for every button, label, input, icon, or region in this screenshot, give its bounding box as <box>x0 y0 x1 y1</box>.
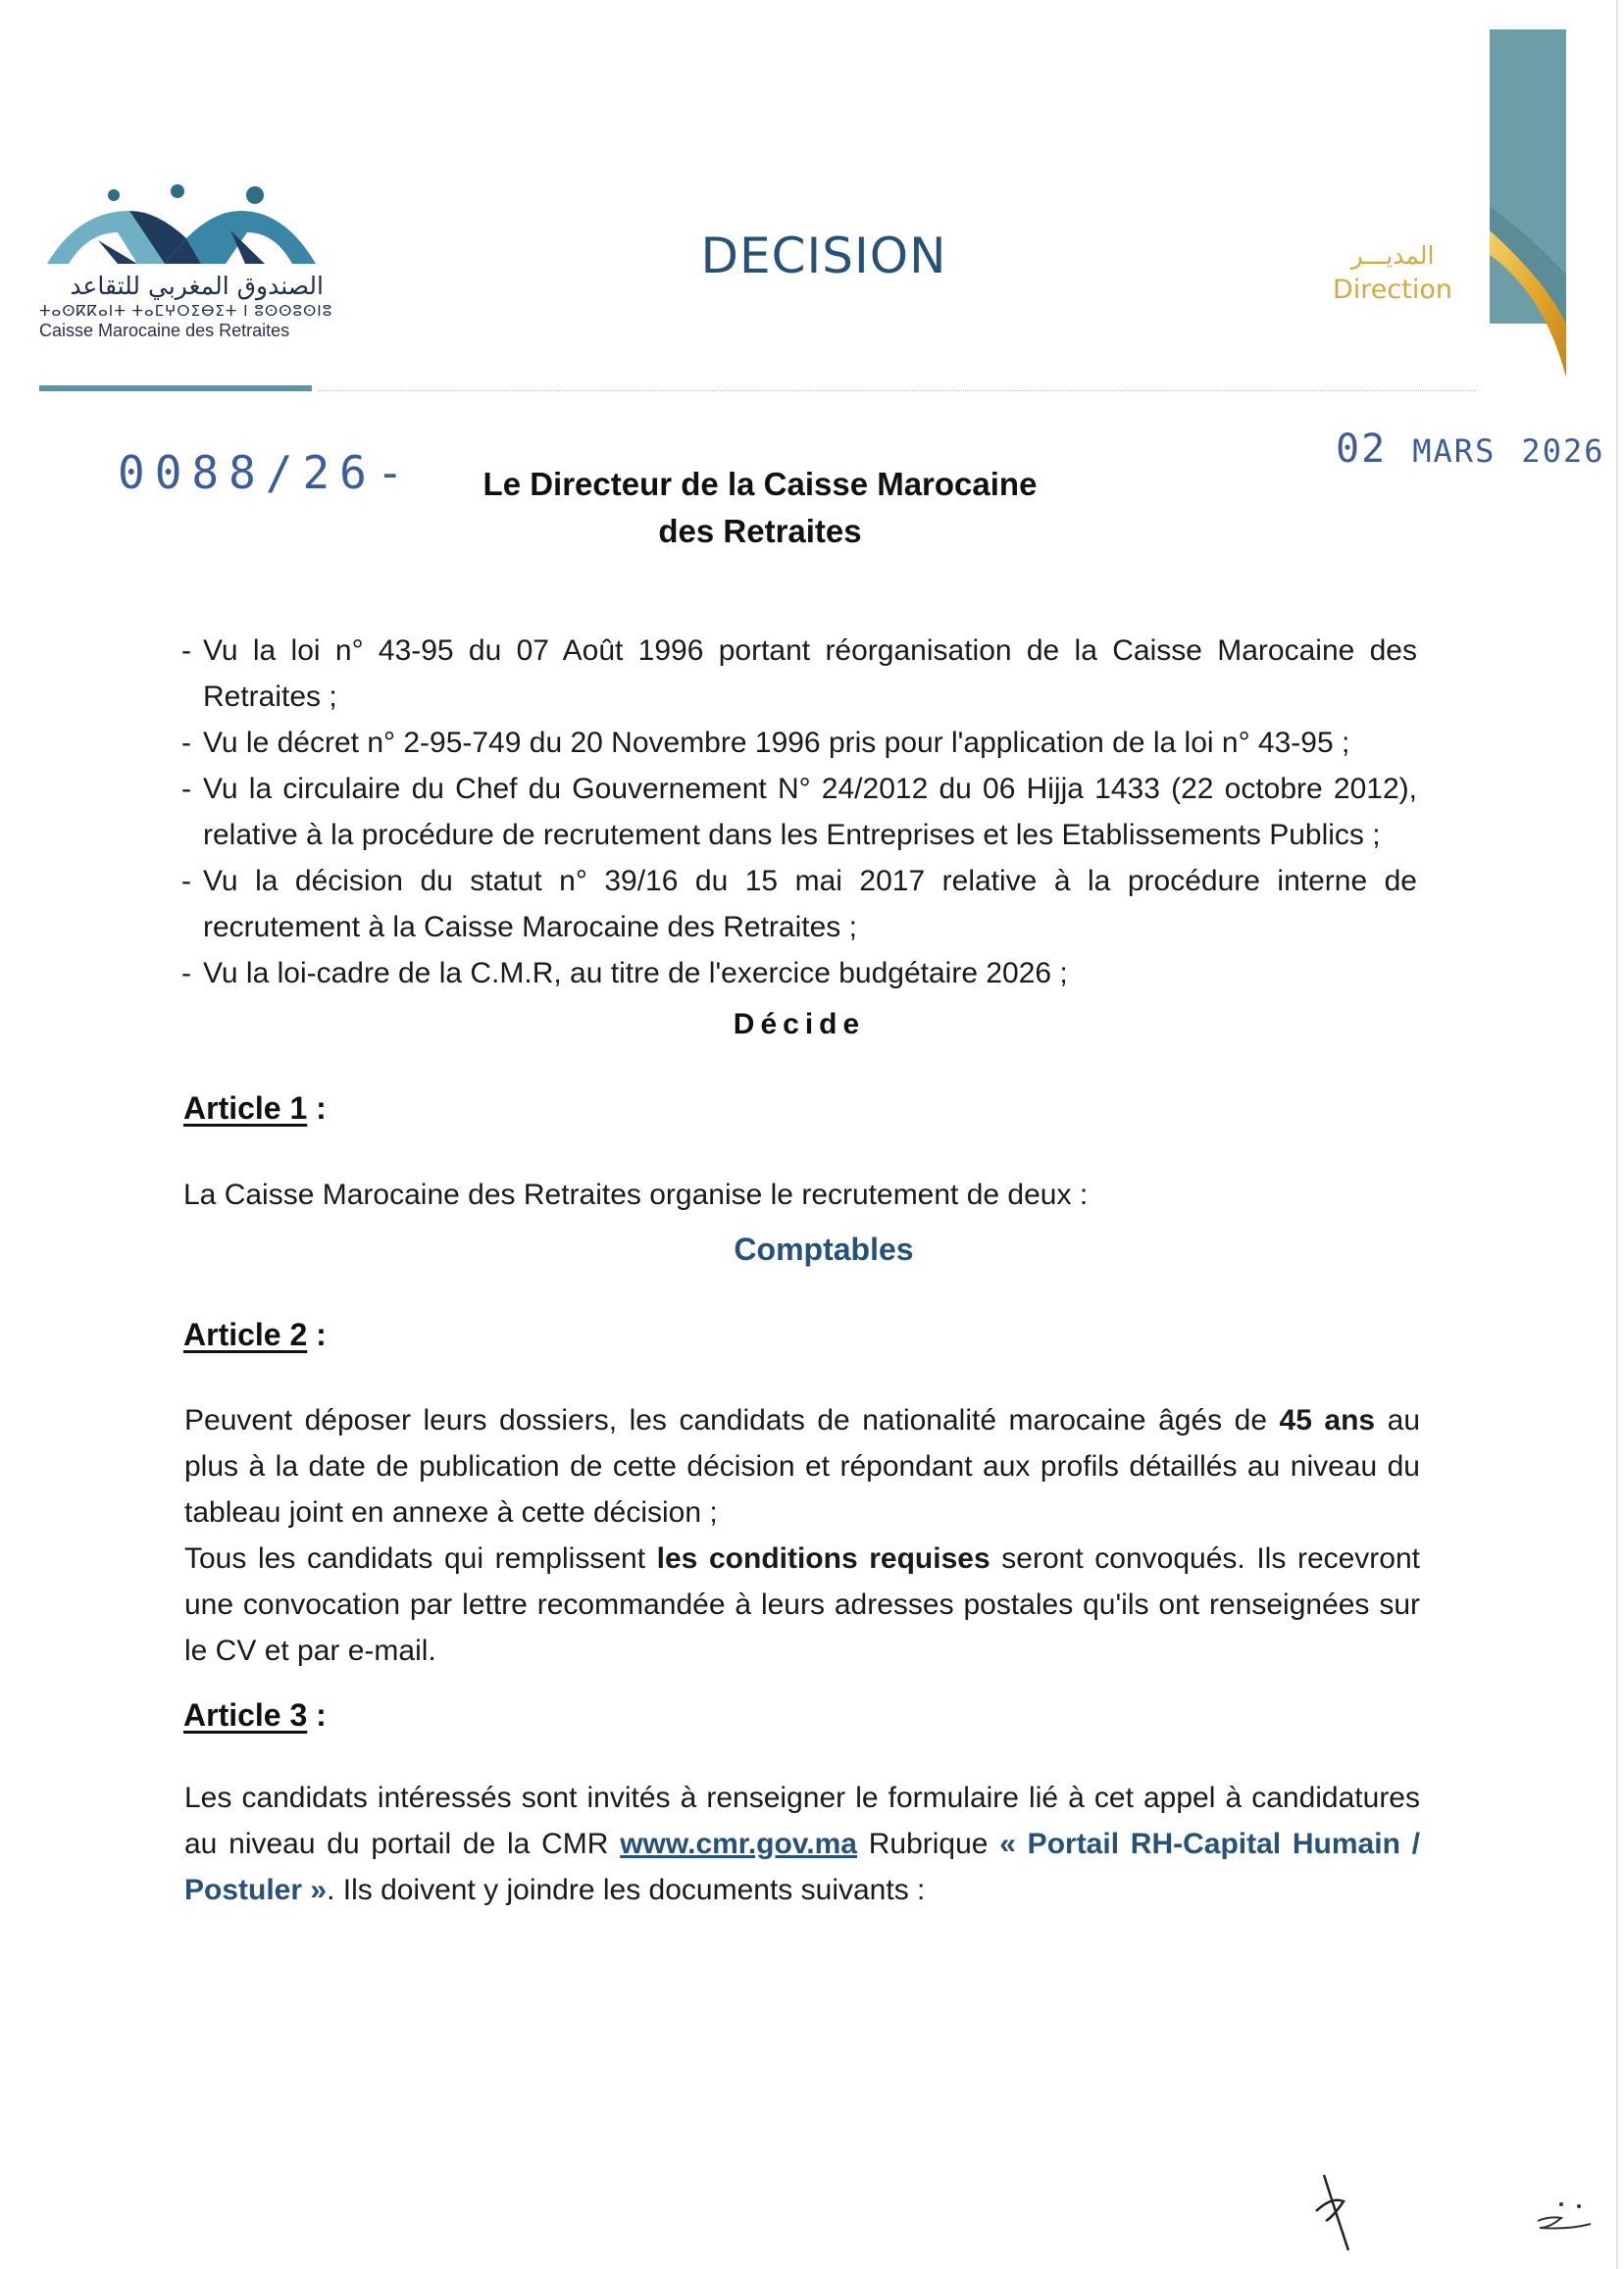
ribbon-icon <box>1486 29 1569 378</box>
logo-tifinagh-text: ⵜⴰⵙⴽⴽⴰⵏⵜ ⵜⴰⵎⵖⵔⵉⴱⵉⵜ ⵏ ⵓⵙⵙⵓⵙⵏⵓ <box>39 302 333 320</box>
direction-arabic: المديـــر <box>1350 241 1435 270</box>
consideration-item: - Vu la décision du statut n° 39/16 du 15 mai 2017 relative à la procédure interne de recrutement à la Caisse Marocaine des Retraites ; <box>181 865 1417 943</box>
authority-line1: Le Directeur de la Caisse Marocaine <box>482 466 1038 502</box>
logo-arabic-text: الصندوق المغربي للتقاعد <box>70 272 324 300</box>
cmr-logo <box>39 181 333 341</box>
logo-figures-icon <box>39 181 324 270</box>
consideration-item: - Vu la circulaire du Chef du Gouvernement N° 24/2012 du 06 Hijja 1433 (22 octobre 2012), relative à la procédure de recrutement dans les Entreprises et les Etablissements Publics ; <box>181 773 1417 851</box>
article-1-title: Article 1 : <box>183 1090 327 1126</box>
page-edge <box>1616 0 1618 2269</box>
consideration-item: - Vu la loi n° 43-95 du 07 Août 1996 portant réorganisation de la Caisse Marocaine des Retraites ; <box>181 634 1417 713</box>
article-2-title: Article 2 : <box>183 1317 327 1352</box>
article-2-paragraph-2: Tous les candidats qui remplissent les conditions requises seront convoqués. Ils recevront une convocation par lettre recommandée à leurs adresses postales qu'ils ont renseignées sur le CV et par e-mail. <box>184 1542 1421 1667</box>
logo-french-text: Caisse Marocaine des Retraites <box>39 321 290 340</box>
decision-number-stamp: 0088/26- <box>118 446 414 499</box>
article-3-title: Article 3 : <box>183 1697 327 1733</box>
decide-heading: Décide <box>733 1008 866 1040</box>
handwritten-initials <box>1304 2167 1599 2255</box>
cmr-website-link[interactable]: www.cmr.gov.ma <box>620 1828 857 1860</box>
header-rule-dotted <box>319 390 1476 391</box>
date-stamp <box>1336 427 1604 472</box>
considerations-list <box>181 628 1417 996</box>
header-rule-teal <box>39 385 312 391</box>
article-1-text: La Caisse Marocaine des Retraites organise le recrutement de deux : <box>183 1179 1089 1211</box>
consideration-item: - Vu la loi-cadre de la C.M.R, au titre de l'exercice budgétaire 2026 ; <box>181 957 1068 989</box>
authority-line2: des Retraites <box>658 513 862 549</box>
portal-rubric: « Portail RH-Capital Humain / Postuler » <box>184 1828 1420 1906</box>
authority-heading <box>451 461 1069 555</box>
article-2-text <box>184 1397 1420 1674</box>
date-day: 02 <box>1336 427 1388 472</box>
article-2-paragraph-1: Peuvent déposer leurs dossiers, les candidats de nationalité marocaine âgés de 45 ans au plus à la date de publication de cette décision et répondant aux profils détaillés au niveau du tableau joint en annexe à cette décision ; <box>184 1404 1420 1529</box>
article-3-text: Les candidats intéressés sont invités à renseigner le formulaire lié à cet appel à candidatures au niveau du portail de la CMR www.cmr.gov.ma Rubrique « Portail RH-Capital Humain / Postuler ». Ils doivent y joindre les documents suivants : <box>184 1782 1420 1906</box>
date-year: 2026 <box>1521 432 1605 470</box>
position-title: Comptables <box>734 1232 914 1267</box>
date-month: MARS <box>1412 432 1497 470</box>
consideration-item: - Vu le décret n° 2-95-749 du 20 Novembre 1996 pris pour l'application de la loi n° 43-95 ; <box>181 727 1350 759</box>
document-title: DECISION <box>700 227 947 284</box>
direction-french: Direction <box>1333 275 1452 305</box>
